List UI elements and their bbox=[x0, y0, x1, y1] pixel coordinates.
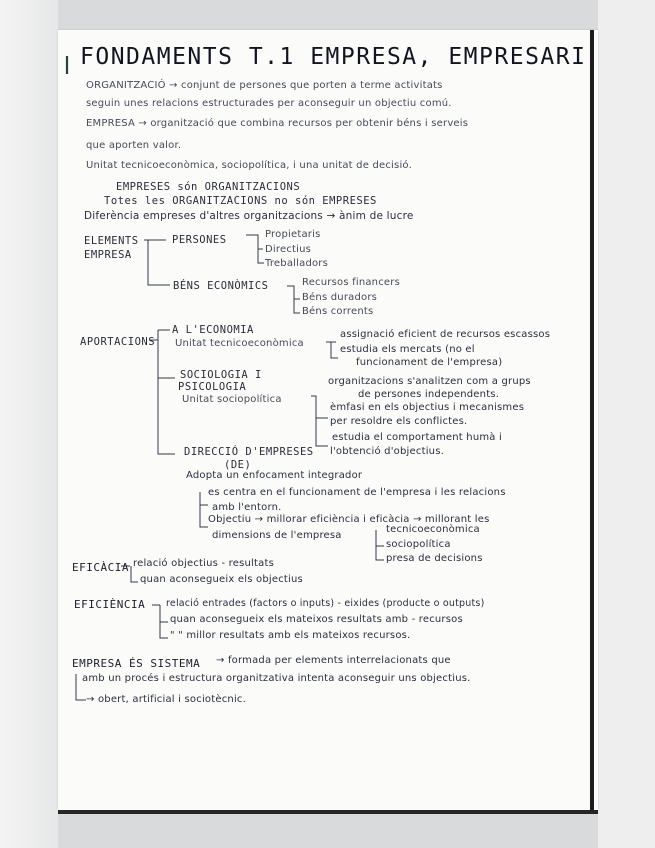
note-line: EMPRESA → organització que combina recursos per obtenir béns i serveis bbox=[86, 118, 469, 129]
eficiencia-item: relació entrades (factors o inputs) - eixides (producte o outputs) bbox=[166, 598, 485, 609]
socio-item: èmfasi en els objectius i mecanismes bbox=[330, 402, 525, 413]
statement: Diferència empreses d'altres organitzacions → ànim de lucre bbox=[84, 210, 414, 222]
eficacia-item: quan aconsegueix els objectius bbox=[140, 574, 303, 585]
socio-item: per resoldre els conflictes. bbox=[330, 416, 468, 427]
eficiencia-item: " " millor resultats amb els mateixos recursos. bbox=[170, 630, 411, 641]
dimension-item: presa de decisions bbox=[386, 553, 483, 564]
sistema-line: → formada per elements interrelacionats que bbox=[216, 655, 451, 666]
statement: Totes les ORGANITZACIONS no són EMPRESES bbox=[104, 195, 377, 207]
direccio-item: Objectiu → millorar eficiència i eficàcia → millorant les bbox=[208, 514, 490, 525]
persones-heading: PERSONES bbox=[172, 234, 227, 246]
bens-heading: BÉNS ECONÒMICS bbox=[173, 280, 269, 292]
eficiencia-item: quan aconsegueix els mateixos resultats amb - recursos bbox=[170, 614, 463, 625]
persones-item: Treballadors bbox=[265, 258, 329, 269]
dimension-item: sociopolítica bbox=[386, 539, 451, 550]
eficacia-label: EFICÀCIA bbox=[72, 561, 129, 574]
economia-item: funcionament de l'empresa) bbox=[356, 357, 503, 368]
aportacions-label: APORTACIONS bbox=[80, 336, 156, 348]
socio-item: organitzacions s'analitzen com a grups bbox=[328, 376, 531, 387]
direccio-item: dimensions de l'empresa bbox=[212, 530, 342, 541]
page-title: FONDAMENTS T.1 EMPRESA, EMPRESARI bbox=[80, 44, 587, 70]
socio-sub: Unitat sociopolítica bbox=[182, 394, 282, 405]
bens-item: Recursos financers bbox=[302, 277, 400, 288]
socio-item: l'obtenció d'objectius. bbox=[330, 446, 444, 457]
direccio-text: Adopta un enfocament integrador bbox=[186, 470, 363, 481]
sistema-label: EMPRESA ÉS SISTEMA bbox=[72, 657, 201, 670]
persones-item: Propietaris bbox=[265, 229, 321, 240]
direccio-abbr: (DE) bbox=[224, 459, 252, 471]
economia-heading: A L'ECONOMIA bbox=[172, 324, 254, 336]
sociologia-heading: SOCIOLOGIA I bbox=[180, 369, 262, 381]
note-line: ORGANITZACIÓ → conjunt de persones que porten a terme activitats bbox=[86, 80, 443, 91]
persones-item: Directius bbox=[265, 244, 312, 255]
note-line: Unitat tecnicoeconòmica, sociopolítica, i una unitat de decisió. bbox=[86, 160, 412, 171]
economia-item: estudia els mercats (no el bbox=[340, 344, 475, 355]
direccio-heading: DIRECCIÓ D'EMPRESES bbox=[184, 446, 314, 458]
dimension-item: tecnicoeconòmica bbox=[386, 524, 480, 535]
elements-label: ELEMENTS bbox=[84, 235, 139, 247]
note-line: que aporten valor. bbox=[86, 140, 182, 151]
socio-item: de persones independents. bbox=[358, 389, 500, 400]
note-line: seguin unes relacions estructurades per aconseguir un objectiu comú. bbox=[86, 98, 452, 109]
sistema-line: → obert, artificial i sociotècnic. bbox=[86, 694, 247, 705]
bens-item: Béns duradors bbox=[302, 292, 378, 303]
eficacia-item: relació objectius - resultats bbox=[133, 558, 274, 569]
psicologia-heading: PSICOLOGIA bbox=[178, 381, 247, 393]
direccio-item: amb l'entorn. bbox=[212, 502, 282, 513]
elements-label: EMPRESA bbox=[84, 249, 132, 261]
direccio-item: es centra en el funcionament de l'empresa i les relacions bbox=[208, 487, 506, 498]
eficiencia-label: EFICIÈNCIA bbox=[74, 598, 146, 611]
economia-item: assignació eficient de recursos escassos bbox=[340, 329, 551, 340]
economia-sub: Unitat tecnicoeconòmica bbox=[175, 338, 304, 349]
bens-item: Béns corrents bbox=[302, 306, 374, 317]
socio-item: estudia el comportament humà i bbox=[332, 432, 502, 443]
sistema-line: amb un procés i estructura organitzativa intenta aconseguir uns objectius. bbox=[82, 673, 471, 684]
statement: EMPRESES són ORGANITZACIONS bbox=[116, 181, 301, 193]
